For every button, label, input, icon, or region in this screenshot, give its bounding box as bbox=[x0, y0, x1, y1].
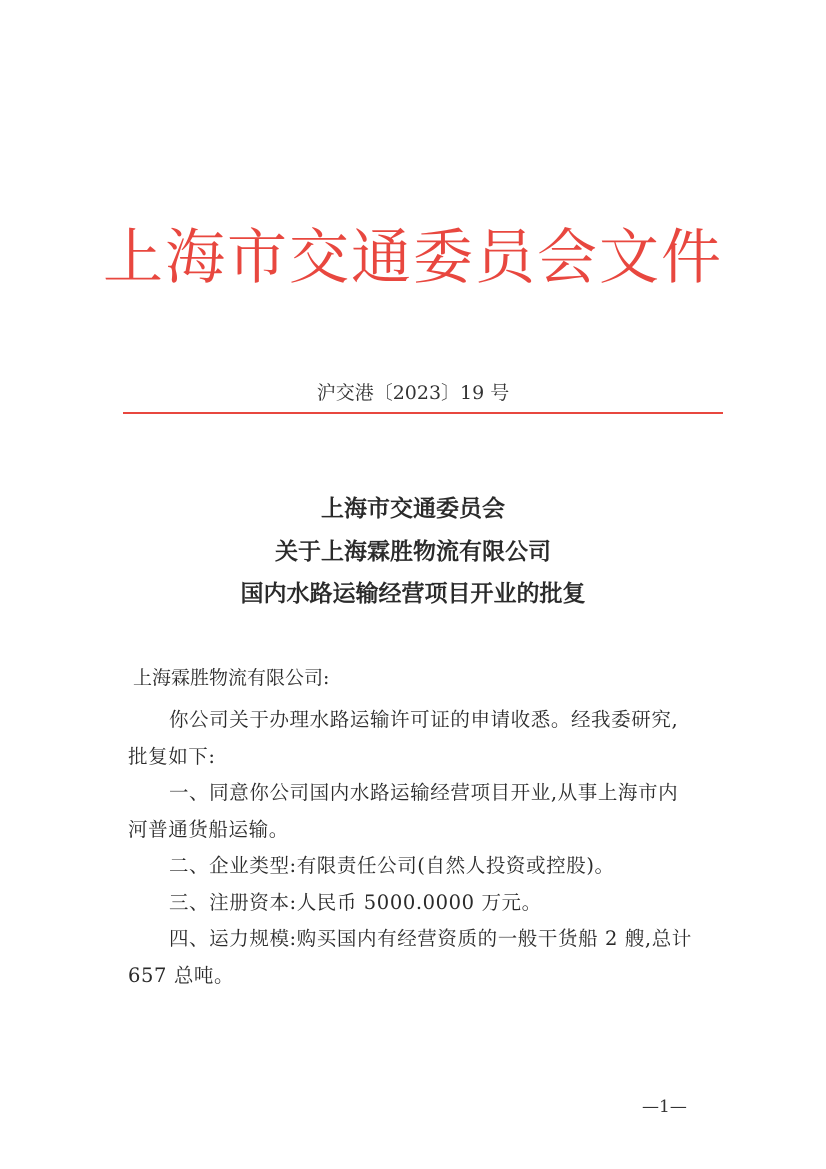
page-number: —1— bbox=[642, 1097, 687, 1117]
title-line-3: 国内水路运输经营项目开业的批复 bbox=[240, 581, 586, 607]
document-number: 沪交港〔2023〕19 号 bbox=[316, 382, 510, 404]
body-paragraph: 你公司关于办理水路运输许可证的申请收悉。经我委研究,批复如下: bbox=[128, 708, 679, 768]
title-line-1: 上海市交通委员会 bbox=[321, 496, 505, 522]
body-paragraph: 二、企业类型:有限责任公司(自然人投资或控股)。 bbox=[168, 854, 615, 877]
document-body bbox=[128, 702, 694, 994]
red-divider-line bbox=[123, 412, 723, 414]
title-line-2: 关于上海霖胜物流有限公司 bbox=[275, 538, 551, 565]
masthead-title: 上海市交通委员会文件 bbox=[103, 223, 723, 293]
document-title bbox=[0, 488, 826, 616]
body-paragraph: 四、运力规模:购买国内有经营资质的一般干货船 2 艘,总计 657 总吨。 bbox=[128, 927, 692, 987]
addressee: 上海霖胜物流有限公司: bbox=[133, 667, 330, 689]
body-paragraph: 一、同意你公司国内水路运输经营项目开业,从事上海市内河普通货船运输。 bbox=[128, 781, 679, 841]
body-paragraph: 三、注册资本:人民币 5000.0000 万元。 bbox=[168, 890, 542, 914]
